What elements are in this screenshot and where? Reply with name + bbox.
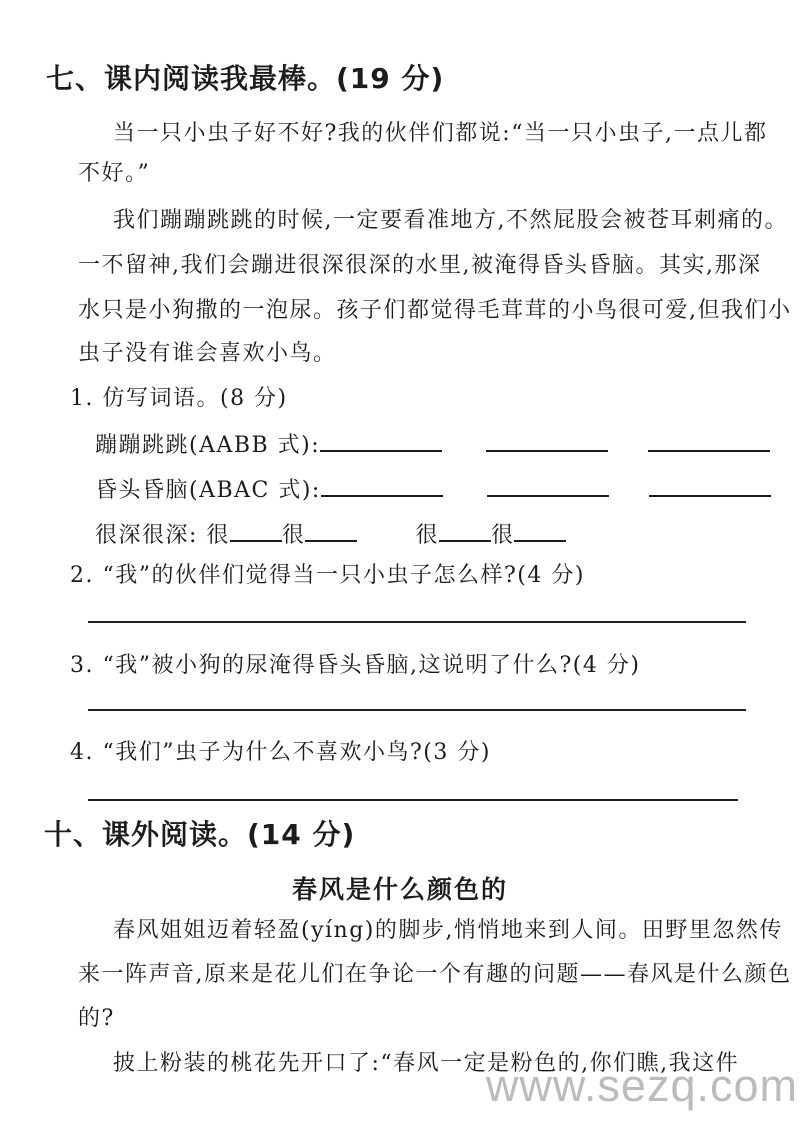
site-watermark: www.sezq.com: [485, 1060, 798, 1111]
row-hen-label: 很深很深:: [95, 523, 207, 548]
hen-char: 很: [281, 523, 306, 548]
passage-line: 不好。”: [78, 161, 151, 186]
passage-line: 来一阵声音,原来是花儿们在争论一个有趣的问题——春风是什么颜色: [78, 962, 792, 987]
answer-blank: [320, 426, 442, 452]
passage-line: 春风姐姐迈着轻盈(yíng)的脚步,悄悄地来到人间。田野里忽然传: [113, 918, 783, 943]
passage-line: 当一只小虫子好不好?我的伙伴们都说:“当一只小虫子,一点儿都: [113, 121, 768, 146]
passage-line: 水只是小狗撒的一泡尿。孩子们都觉得毛茸茸的小鸟很可爱,但我们小: [78, 298, 792, 323]
passage-line: 虫子没有谁会喜欢小鸟。: [78, 341, 337, 366]
answer-rule: [88, 709, 746, 711]
hen-char: 很: [415, 523, 439, 548]
answer-blank: [487, 471, 609, 497]
answer-rule: [88, 621, 746, 623]
word-imitation-row-aabb: [95, 426, 770, 462]
section-heading-extra-reading: 十、课外阅读。(14 分): [44, 818, 356, 851]
answer-blank: [230, 516, 282, 542]
passage-line: 我们蹦蹦跳跳的时候,一定要看准地方,不然屁股会被苍耳刺痛的。: [113, 208, 788, 233]
passage-title: 春风是什么颜色的: [291, 875, 508, 904]
answer-blank: [514, 516, 566, 542]
hen-char: 很: [490, 523, 515, 548]
answer-blank: [305, 516, 357, 542]
passage-line: 一不留神,我们会蹦进很深很深的水里,被淹得昏头昏脑。其实,那深: [78, 253, 762, 278]
passage-line: 的?: [78, 1006, 115, 1031]
word-imitation-row-abac: [95, 471, 771, 507]
answer-rule: [88, 799, 738, 801]
word-imitation-row-hen: [95, 516, 566, 552]
passage-line: 披上粉装的桃花先开口了:“春风一定是粉色的,你们瞧,我这件: [113, 1051, 740, 1076]
answer-blank: [439, 516, 491, 542]
question-4-label: 4. “我们”虫子为什么不喜欢小鸟?(3 分): [70, 740, 491, 765]
answer-blank: [649, 471, 771, 497]
section-heading-in-class-reading: 七、课内阅读我最棒。(19 分): [46, 62, 445, 95]
answer-blank: [648, 426, 770, 452]
row-abac-label: 昏头昏脑(ABAC 式):: [95, 478, 321, 503]
question-1-label: 1. 仿写词语。(8 分): [70, 386, 288, 411]
row-aabb-label: 蹦蹦跳跳(AABB 式):: [95, 433, 321, 458]
answer-blank: [486, 426, 608, 452]
question-2-label: 2. “我”的伙伴们觉得当一只小虫子怎么样?(4 分): [70, 563, 585, 588]
question-3-label: 3. “我”被小狗的尿淹得昏头昏脑,这说明了什么?(4 分): [70, 653, 641, 678]
hen-char: 很: [206, 523, 230, 548]
answer-blank: [321, 471, 443, 497]
